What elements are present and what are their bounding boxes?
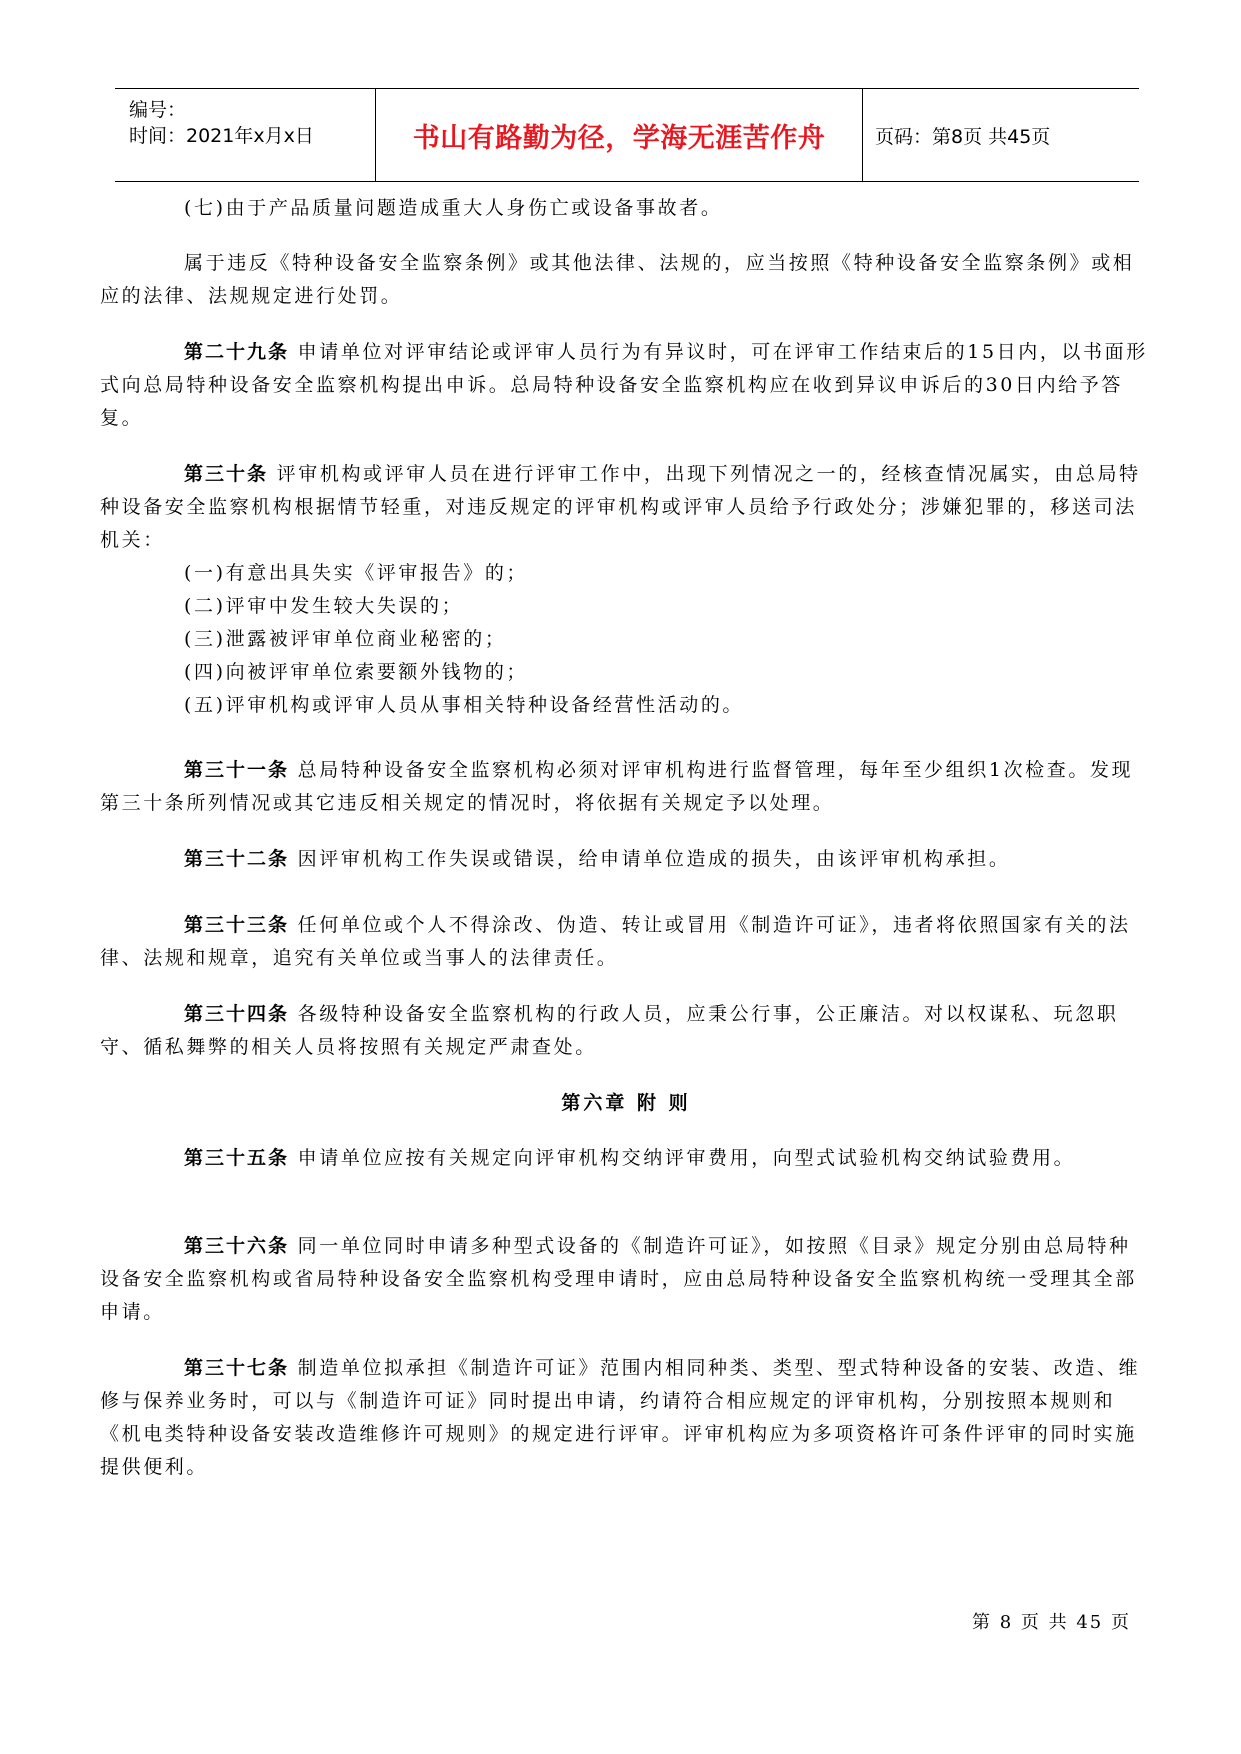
article-36-title: 第三十六条	[184, 1235, 290, 1257]
paragraph-item-7: (七)由于产品质量问题造成重大人身伤亡或设备事故者。	[184, 197, 723, 219]
article-30-item: (一)有意出具失实《评审报告》的；	[184, 562, 529, 584]
article-32-title: 第三十二条	[184, 848, 290, 870]
article-29-title: 第二十九条	[184, 341, 290, 363]
article-30-title: 第三十条	[184, 463, 269, 485]
article-33	[100, 909, 1152, 975]
document-number-label: 编号：	[129, 99, 187, 121]
page-footer: 第 8 页 共 45 页	[972, 1612, 1131, 1633]
paragraph-penalty: 属于违反《特种设备安全监察条例》或其他法律、法规的，应当按照《特种设备安全监察条例》或相应的法律、法规规定进行处罚。	[100, 252, 1135, 307]
article-30-item: (五)评审机构或评审人员从事相关特种设备经营性活动的。	[184, 694, 745, 716]
header-motto-cell	[375, 89, 863, 181]
article-35	[100, 1142, 1152, 1175]
article-29-text: 申请单位对评审结论或评审人员行为有异议时，可在评审工作结束后的15日内，以书面形式向总局特种设备安全监察机构提出申诉。总局特种设备安全监察机构应在收到异议申诉后的30日内给予答复。	[100, 341, 1148, 429]
article-30-item: (三)泄露被评审单位商业秘密的；	[184, 628, 507, 650]
article-37-text: 制造单位拟承担《制造许可证》范围内相同种类、类型、型式特种设备的安装、改造、维修与保养业务时，可以与《制造许可证》同时提出申请，约请符合相应规定的评审机构，分别按照本规则和《机电类特种设备安装改造维修许可规则》的规定进行评审。评审机构应为多项资格许可条件评审的同时实施提供便利。	[100, 1357, 1141, 1478]
article-30-item: (二)评审中发生较大失误的；	[184, 595, 464, 617]
header-page-cell	[863, 89, 1139, 181]
article-30-text: 评审机构或评审人员在进行评审工作中，出现下列情况之一的，经核查情况属实，由总局特种设备安全监察机构根据情节轻重，对违反规定的评审机构或评审人员给予行政处分；涉嫌犯罪的，移送司法机关：	[100, 463, 1141, 551]
article-33-text: 任何单位或个人不得涂改、伪造、转让或冒用《制造许可证》，违者将依照国家有关的法律、法规和规章，追究有关单位或当事人的法律责任。	[100, 914, 1131, 969]
article-32	[100, 843, 1152, 876]
article-36-text: 同一单位同时申请多种型式设备的《制造许可证》，如按照《目录》规定分别由总局特种设备安全监察机构或省局特种设备安全监察机构受理申请时，应由总局特种设备安全监察机构统一受理其全部申请。	[100, 1235, 1137, 1323]
article-34-text: 各级特种设备安全监察机构的行政人员，应秉公行事，公正廉洁。对以权谋私、玩忽职守、循私舞弊的相关人员将按照有关规定严肃查处。	[100, 1003, 1119, 1058]
document-time-label: 时间：2021年x月x日	[129, 125, 314, 147]
page-header	[115, 88, 1139, 182]
article-34	[100, 998, 1152, 1064]
article-31	[100, 754, 1152, 820]
article-34-title: 第三十四条	[184, 1003, 290, 1025]
article-30-item: (四)向被评审单位索要额外钱物的；	[184, 661, 529, 683]
header-page-label: 页码：第8页 共45页	[875, 125, 1051, 148]
article-31-title: 第三十一条	[184, 759, 290, 781]
header-motto: 书山有路勤为径，学海无涯苦作舟	[412, 122, 826, 154]
article-29	[100, 336, 1152, 435]
article-31-text: 总局特种设备安全监察机构必须对评审机构进行监督管理，每年至少组织1次检查。发现第三十条所列情况或其它违反相关规定的情况时，将依据有关规定予以处理。	[100, 759, 1134, 814]
header-left-cell	[115, 89, 375, 181]
article-35-text: 申请单位应按有关规定向评审机构交纳评审费用，向型式试验机构交纳试验费用。	[289, 1147, 1076, 1169]
article-36	[100, 1230, 1152, 1329]
article-37	[100, 1352, 1152, 1484]
article-37-title: 第三十七条	[184, 1357, 290, 1379]
article-30	[100, 458, 1152, 557]
article-33-title: 第三十三条	[184, 914, 290, 936]
chapter-6-heading: 第六章 附 则	[561, 1092, 691, 1114]
article-35-title: 第三十五条	[184, 1147, 290, 1169]
article-32-text: 因评审机构工作失误或错误，给申请单位造成的损失，由该评审机构承担。	[289, 848, 1011, 870]
